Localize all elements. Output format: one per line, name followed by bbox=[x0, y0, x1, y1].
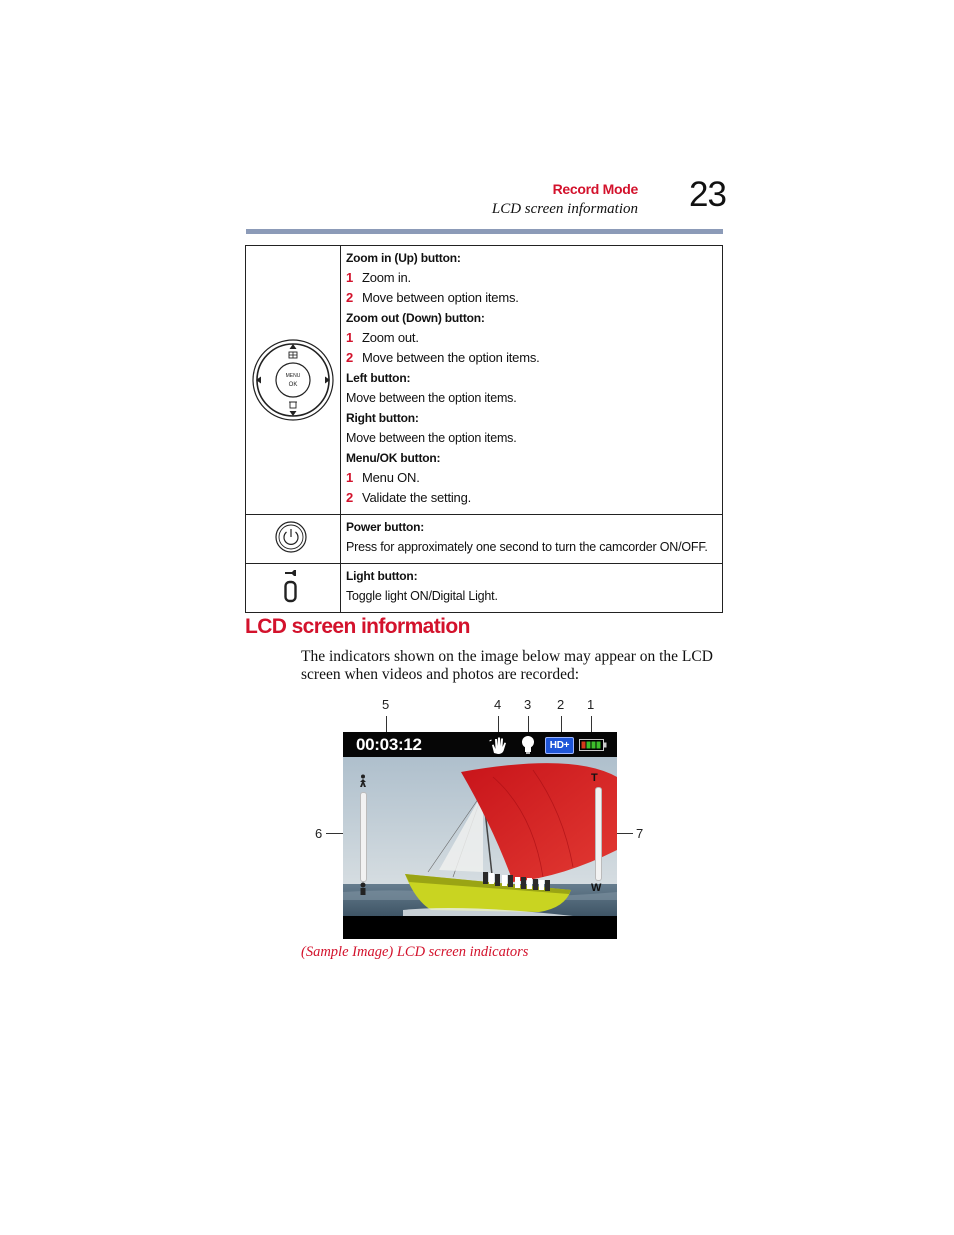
entry-desc-power: Press for approximately one second to turn the camcorder ON/OFF. bbox=[346, 540, 708, 554]
entry-label-left: Left button: bbox=[346, 371, 411, 385]
text-cell bbox=[341, 246, 723, 515]
list-item: 2 Move between the option items. bbox=[346, 350, 540, 365]
entry-desc-right: Move between the option items. bbox=[346, 431, 517, 445]
callout-line-4 bbox=[498, 716, 499, 733]
callout-line-1 bbox=[591, 716, 592, 733]
figure-caption: (Sample Image) LCD screen indicators bbox=[301, 944, 529, 960]
zoom-tele-label: T bbox=[591, 772, 598, 784]
callout-line-3 bbox=[528, 716, 529, 733]
list-item: 2 Move between option items. bbox=[346, 290, 519, 305]
zoom-slider-track bbox=[595, 787, 602, 881]
header-rule bbox=[246, 229, 723, 234]
menu-label: MENU bbox=[285, 373, 301, 379]
icon-cell bbox=[246, 564, 341, 613]
entry-label-zoom-out: Zoom out (Down) button: bbox=[346, 311, 485, 325]
list-item: 1 Zoom out. bbox=[346, 330, 419, 345]
lcd-screen-image bbox=[343, 732, 617, 939]
sailboat-photo bbox=[343, 732, 617, 939]
table-row-navigation bbox=[246, 246, 723, 515]
page-number: 23 bbox=[689, 175, 726, 214]
callout-number-3: 3 bbox=[524, 697, 532, 712]
list-item: 1 Zoom in. bbox=[346, 270, 411, 285]
light-bulb-icon bbox=[520, 735, 536, 755]
callout-number-5: 5 bbox=[382, 697, 390, 712]
entry-desc-light: Toggle light ON/Digital Light. bbox=[346, 589, 498, 603]
callout-line-5 bbox=[386, 716, 387, 733]
near-focus-icon bbox=[357, 882, 369, 896]
entry-label-menu-ok: Menu/OK button: bbox=[346, 451, 441, 465]
navigation-pad-icon bbox=[252, 339, 334, 421]
text-cell bbox=[341, 564, 723, 613]
icon-cell bbox=[246, 515, 341, 564]
callout-number-7: 7 bbox=[636, 826, 644, 841]
entry-label-right: Right button: bbox=[346, 411, 419, 425]
list-item: 1 Menu ON. bbox=[346, 470, 420, 485]
text-cell bbox=[341, 515, 723, 564]
section-title: LCD screen information bbox=[245, 615, 470, 638]
table-row-light bbox=[246, 564, 723, 613]
entry-desc-left: Move between the option items. bbox=[346, 391, 517, 405]
zoom-wide-label: W bbox=[591, 882, 602, 894]
ok-label: OK bbox=[288, 382, 298, 388]
battery-icon bbox=[579, 739, 607, 751]
buttons-table bbox=[245, 245, 723, 613]
callout-line-2 bbox=[561, 716, 562, 733]
far-focus-icon bbox=[357, 774, 369, 788]
header-subsection-title: LCD screen information bbox=[491, 201, 638, 217]
entry-label-light: Light button: bbox=[346, 569, 418, 583]
intro-paragraph: The indicators shown on the image below may appear on the LCD screen when videos and photos are recorded: bbox=[301, 648, 713, 683]
header-section-title: Record Mode bbox=[552, 181, 638, 197]
list-item: 2 Validate the setting. bbox=[346, 490, 472, 505]
callout-number-1: 1 bbox=[587, 697, 595, 712]
power-button-icon bbox=[274, 520, 308, 554]
callout-number-2: 2 bbox=[557, 697, 565, 712]
hand-stabilizer-icon bbox=[489, 735, 509, 755]
callout-number-6: 6 bbox=[315, 826, 323, 841]
entry-label-zoom-in: Zoom in (Up) button: bbox=[346, 251, 461, 265]
light-button-icon bbox=[282, 568, 300, 604]
icon-cell bbox=[246, 246, 341, 515]
table-row-power bbox=[246, 515, 723, 564]
focus-slider-track bbox=[360, 792, 367, 882]
lcd-timer: 00:03:12 bbox=[356, 735, 422, 754]
callout-number-4: 4 bbox=[494, 697, 502, 712]
entry-label-power: Power button: bbox=[346, 520, 425, 534]
hd-resolution-badge: HD+ bbox=[545, 737, 574, 754]
